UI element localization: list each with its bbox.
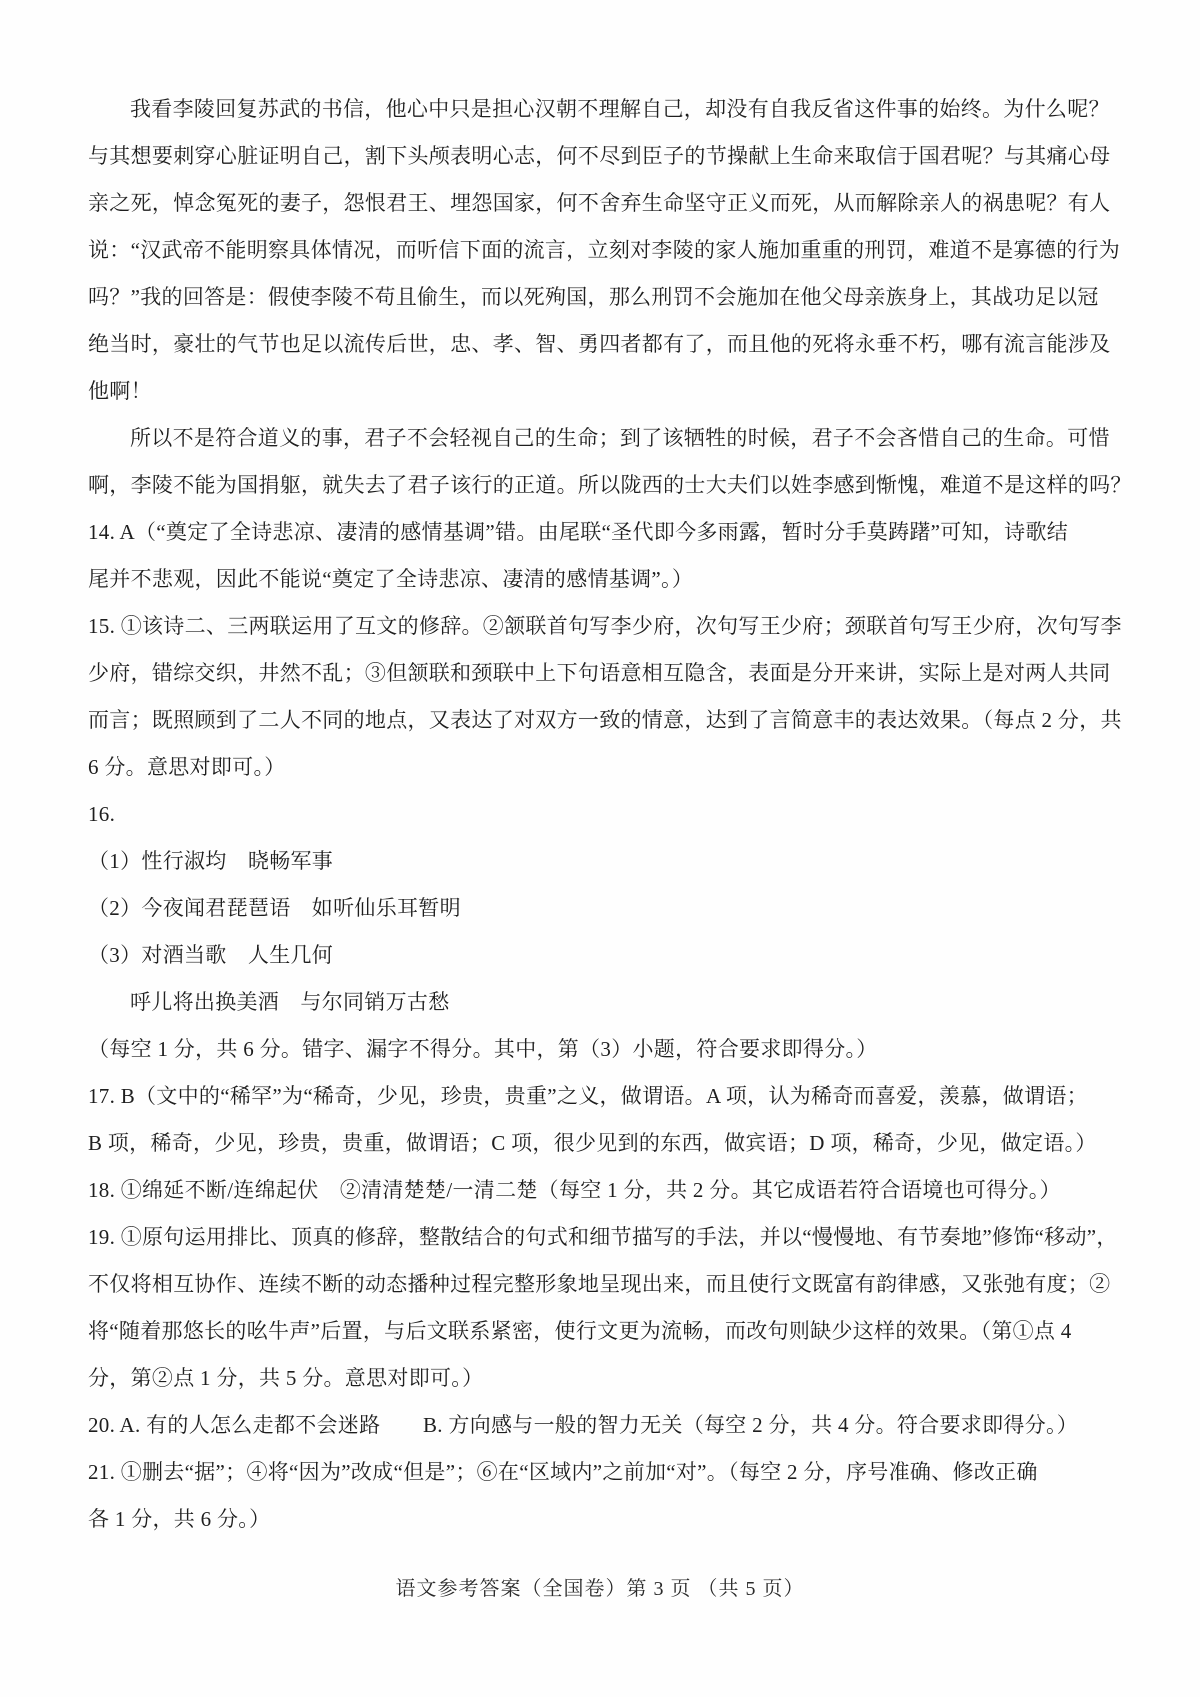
answer-19-line4: 分，第②点 1 分，共 5 分。意思对即可。）	[88, 1366, 484, 1390]
translation-para1-line6: 绝当时，豪壮的气节也足以流传后世，忠、孝、智、勇四者都有了，而且他的死将永垂不朽，哪有流言能涉及	[88, 332, 1111, 356]
answer-14-line1: 14. A（“奠定了全诗悲凉、凄清的感情基调”错。由尾联“圣代即今多雨露，暂时分手莫踌躇”可知，诗歌结	[88, 520, 1069, 544]
translation-para1-line1: 我看李陵回复苏武的书信，他心中只是担心汉朝不理解自己，却没有自我反省这件事的始终。为什么呢？	[130, 97, 1110, 121]
answer-21-line1: 21. ①删去“据”；④将“因为”改成“但是”；⑥在“区域内”之前加“对”。（每空 2 分，序号准确、修改正确	[88, 1460, 1038, 1484]
translation-para1-line3: 亲之死，悼念冤死的妻子，怨恨君王、埋怨国家，何不舍弃生命坚守正义而死，从而解除亲人的祸患呢？有人	[88, 191, 1111, 215]
translation-para2-line2: 啊，李陵不能为国捐躯，就失去了君子该行的正道。所以陇西的士大夫们以姓李感到惭愧，难道不是这样的吗？	[88, 473, 1132, 497]
translation-para2-line1: 所以不是符合道义的事，君子不会轻视自己的生命；到了该牺牲的时候，君子不会吝惜自己的生命。可惜	[130, 426, 1110, 450]
answer-16-item2: （2）今夜闻君琵琶语 如听仙乐耳暂明	[88, 896, 461, 920]
answer-16-item1: （1）性行淑均 晓畅军事	[88, 849, 334, 873]
answer-20-line: 20. A. 有的人怎么走都不会迷路 B. 方向感与一般的智力无关（每空 2 分，共 4 分。符合要求即得分。）	[88, 1413, 1079, 1437]
answer-15-line3: 而言；既照顾到了二人不同的地点，又表达了对双方一致的情意，达到了言简意丰的表达效果。（每点 2 分，共	[88, 708, 1122, 732]
answer-17-line2: B 项，稀奇，少见，珍贵，贵重，做谓语；C 项，很少见到的东西，做宾语；D 项，稀奇，少见，做定语。）	[88, 1131, 1097, 1155]
answer-15-line4: 6 分。意思对即可。）	[88, 755, 286, 779]
answer-15-line2: 少府，错综交织，井然不乱；③但颔联和颈联中上下句语意相互隐含，表面是分开来讲，实际上是对两人共同	[88, 661, 1111, 685]
answer-17-line1: 17. B（文中的“稀罕”为“稀奇，少见，珍贵，贵重”之义，做谓语。A 项，认为稀奇而喜爱，羡慕，做谓语；	[88, 1084, 1088, 1108]
answer-16-number: 16.	[88, 802, 116, 826]
answer-19-line1: 19. ①原句运用排比、顶真的修辞，整散结合的句式和细节描写的手法，并以“慢慢地、有节奏地”修饰“移动”，	[88, 1225, 1118, 1249]
answer-14-line2: 尾并不悲观，因此不能说“奠定了全诗悲凉、凄清的感情基调”。）	[88, 567, 694, 591]
translation-para1-line4: 说：“汉武帝不能明察具体情况，而听信下面的流言，立刻对李陵的家人施加重重的刑罚，难道不是寡德的行为	[88, 238, 1121, 262]
answer-21-line2: 各 1 分，共 6 分。）	[88, 1507, 271, 1531]
answer-16-scoring-note: （每空 1 分，共 6 分。错字、漏字不得分。其中，第（3）小题，符合要求即得分。）	[88, 1037, 878, 1061]
translation-para1-line7: 他啊！	[88, 379, 152, 403]
page-body	[88, 86, 1132, 1543]
answer-16-item3: （3）对酒当歌 人生几何	[88, 943, 334, 967]
translation-para1-line2: 与其想要刺穿心脏证明自己，割下头颅表明心志，何不尽到臣子的节操献上生命来取信于国君呢？与其痛心母	[88, 144, 1111, 168]
answer-19-line3: 将“随着那悠长的吆牛声”后置，与后文联系紧密，使行文更为流畅，而改句则缺少这样的效果。（第①点 4	[88, 1319, 1072, 1343]
answer-19-line2: 不仅将相互协作、连续不断的动态播种过程完整形象地呈现出来，而且使行文既富有韵律感，又张弛有度；②	[88, 1272, 1111, 1296]
answer-15-line1: 15. ①该诗二、三两联运用了互文的修辞。②颔联首句写李少府，次句写王少府；颈联首句写王少府，次句写李	[88, 614, 1122, 638]
answer-18-line: 18. ①绵延不断/连绵起伏 ②清清楚楚/一清二楚（每空 1 分，共 2 分。其它成语若符合语境也可得分。）	[88, 1178, 1061, 1202]
answer-16-item3-continued: 呼儿将出换美酒 与尔同销万古愁	[130, 990, 450, 1014]
page-footer: 语文参考答案（全国卷）第 3 页 （共 5 页）	[395, 1578, 805, 1600]
translation-para1-line5: 吗？”我的回答是：假使李陵不苟且偷生，而以死殉国，那么刑罚不会施加在他父母亲族身上，其战功足以冠	[88, 285, 1099, 309]
